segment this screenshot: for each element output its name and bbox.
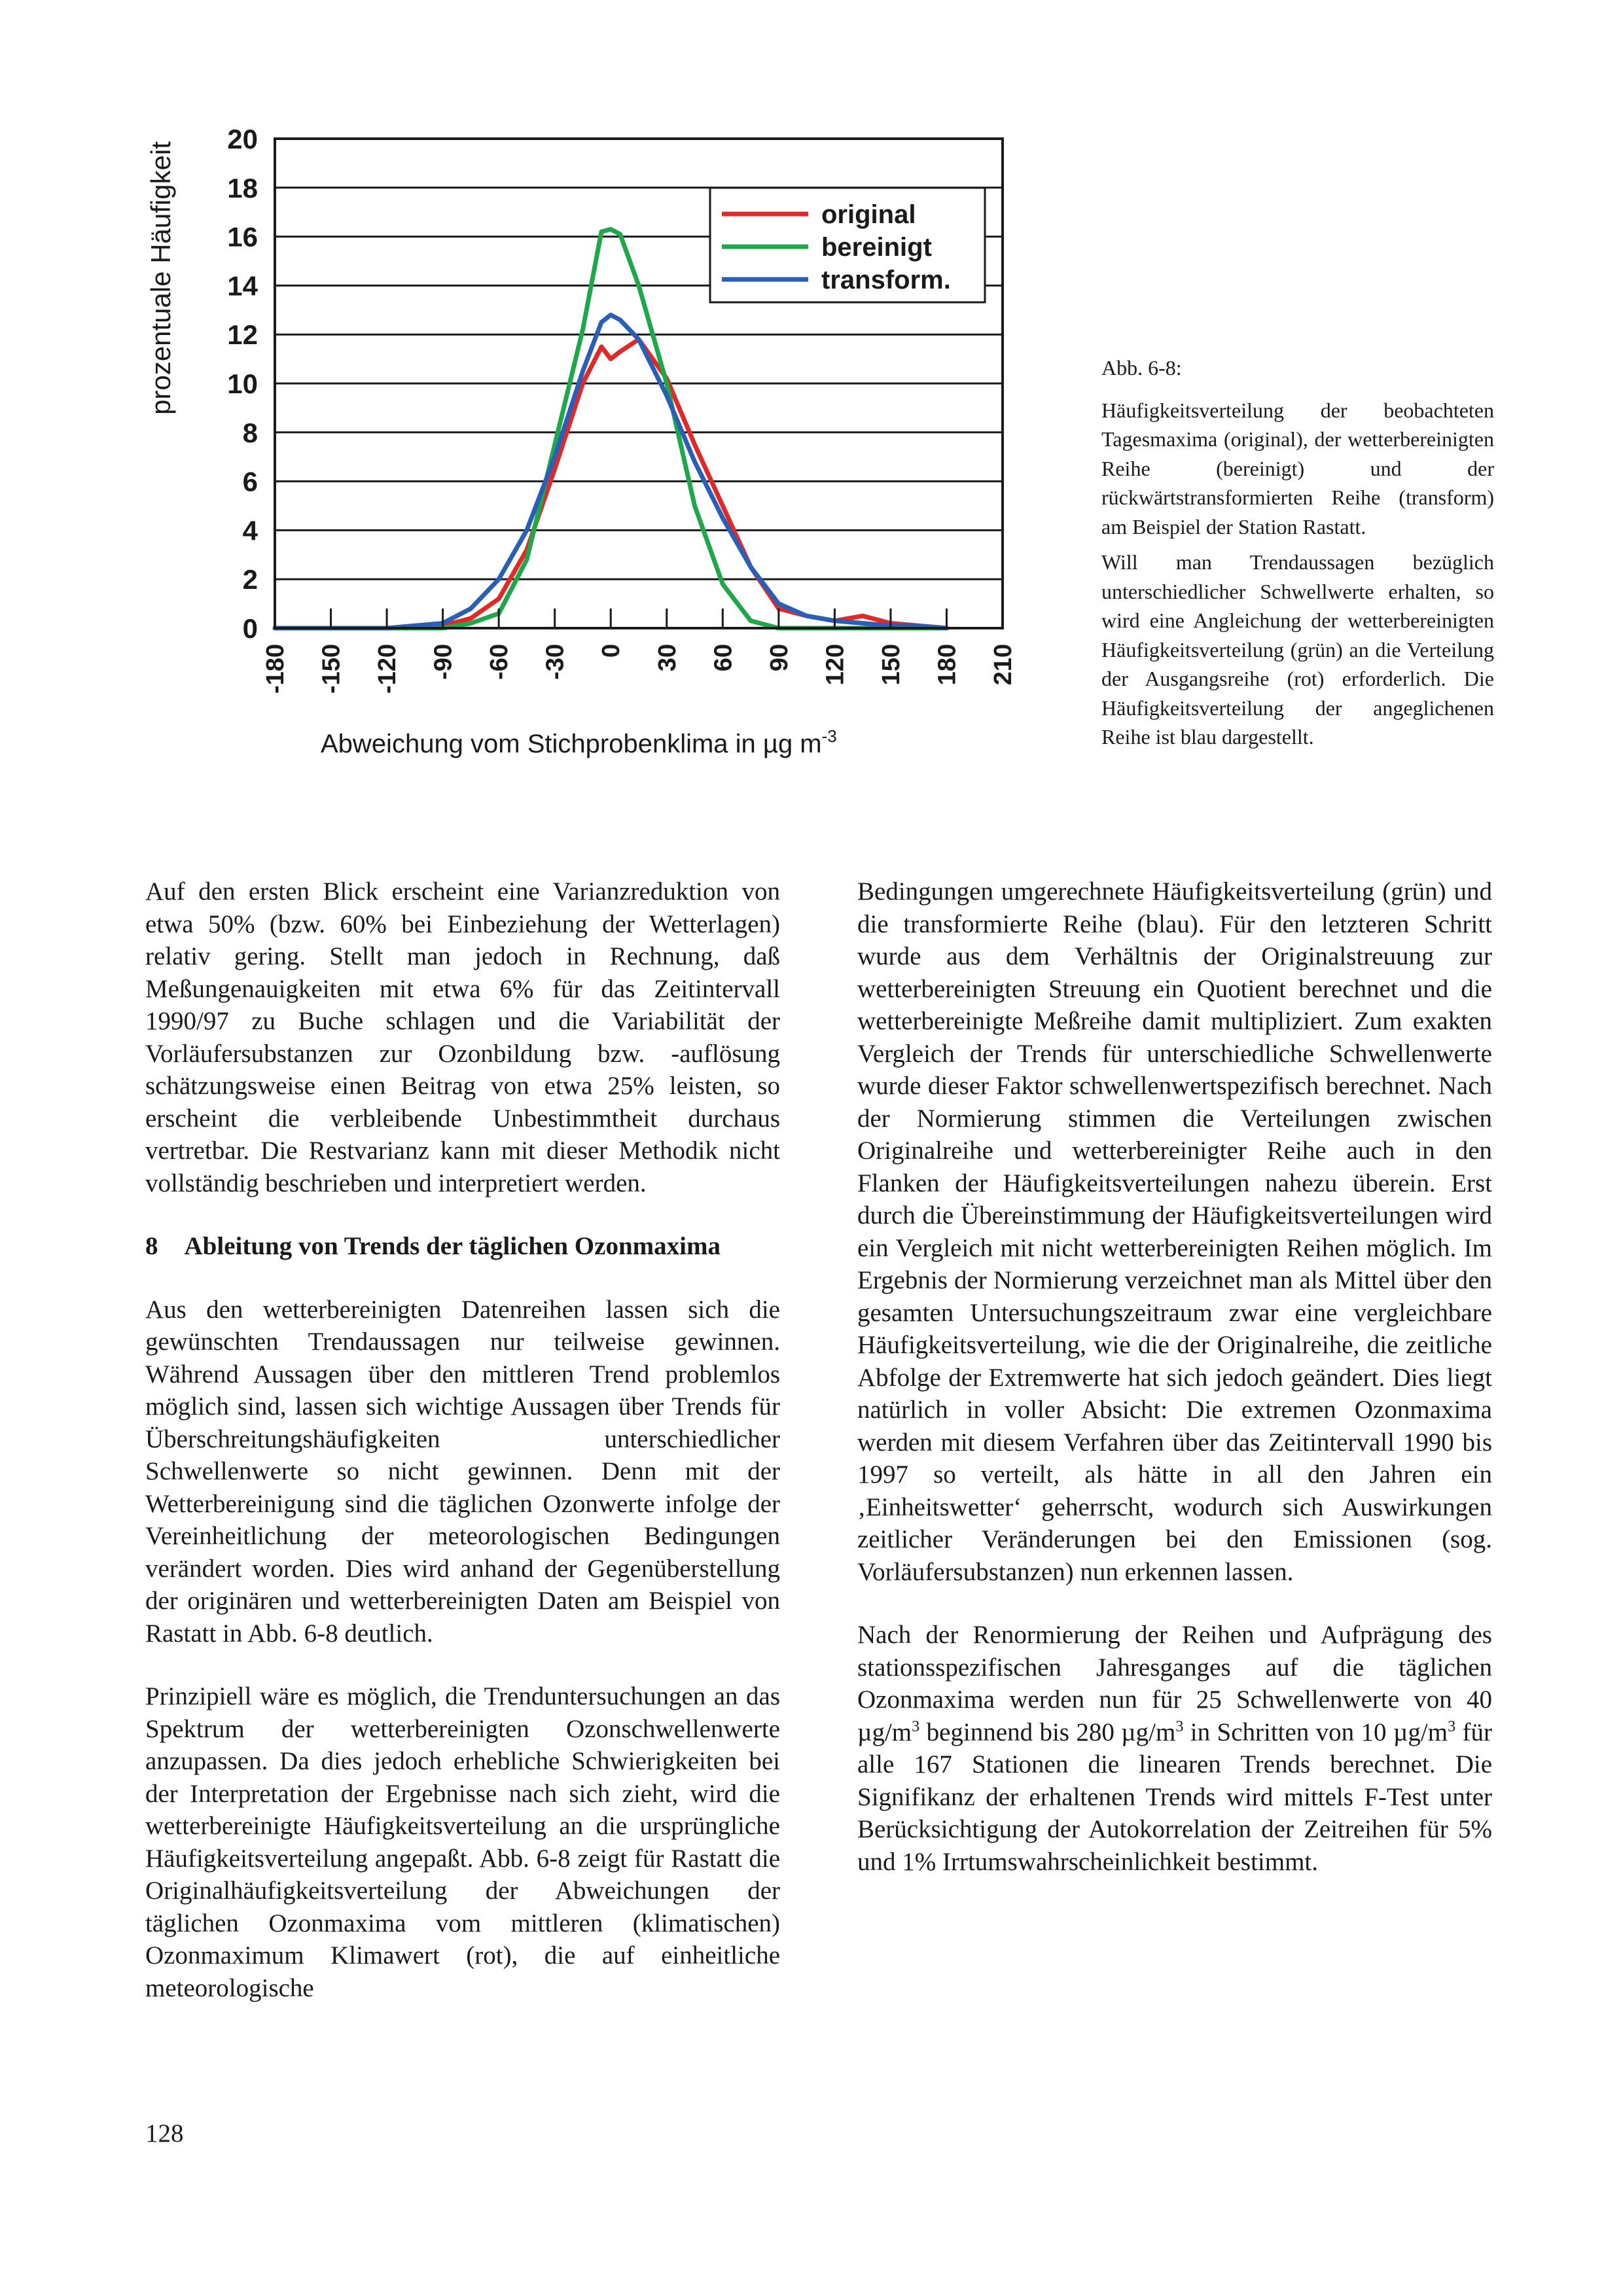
right-p2-sup-1: 3: [912, 1717, 920, 1735]
x-tick-label: 60: [709, 644, 738, 672]
y-tick-label: 14: [227, 270, 258, 302]
y-tick-label: 18: [227, 172, 258, 203]
caption-paragraph-2: Will man Trendaussagen bezüglich unterschiedlicher Schwellwerte erhalten, so wird eine Angleichung der wetterbereinigten Häufigkeitsverteilung (grün) an die Verteilung der Ausgangsreihe (rot) erforderlich. Die Häufigkeitsverteilung der angeglichenen Reihe ist blau dargestellt.: [1101, 550, 1494, 749]
series-line-transform: [275, 315, 947, 628]
x-tick-label: -180: [262, 644, 289, 694]
page-number: 128: [145, 2119, 184, 2147]
left-paragraph-1: Auf den ersten Blick erscheint eine Varianzreduktion von etwa 50% (bzw. 60% bei Einbeziehung der Wetterlagen) relativ gering. Stellt man jedoch in Rechnung, daß Meßungenauigkeiten mit etwa 6% für das Zeitintervall 1990/97 zu Buche schlagen und die Variabilität der Vorläufersubstanzen zur Ozonbildung bzw. -auflösung schätzungsweise einen Beitrag von etwa 25% leisten, so erscheint die verbleibende Unbestimmtheit durchaus vertretbar. Die Restvarianz kann mit dieser Methodik nicht vollständig beschrieben und interpretiert werden.: [145, 877, 780, 1197]
x-axis-label: [321, 726, 837, 758]
right-p2-sup-3: 3: [1448, 1717, 1456, 1735]
x-tick-label: -120: [374, 644, 402, 694]
right-p2-part-d: für alle 167 Stationen die linearen Trends berechnet. Die Signifikanz der erhaltenen Trends wird mittels F-Test unter Berücksichtigung der Autokorrelation der Zeitreihen für 5% und 1% Irrtumswahrscheinlichkeit bestimmt.: [857, 1718, 1492, 1876]
y-tick-label: 8: [242, 417, 258, 448]
x-tick-label: -90: [429, 644, 457, 680]
x-tick-label: 0: [597, 644, 626, 658]
x-tick-label: -60: [486, 644, 514, 680]
x-tick-label: 180: [933, 644, 961, 686]
y-axis-label: prozentuale Häufigkeit: [145, 141, 176, 415]
right-paragraph-2: [857, 1619, 1492, 1878]
section-number: 8: [145, 1232, 158, 1260]
x-tick-label: -150: [317, 644, 346, 694]
x-tick-label: 90: [765, 644, 793, 672]
x-axis-label-text: Abweichung vom Stichprobenklima in µg m: [321, 730, 822, 758]
y-tick-label: 2: [242, 564, 258, 595]
x-tick-label: 120: [821, 644, 849, 686]
y-tick-label: 10: [227, 368, 258, 399]
y-tick-label: 16: [227, 221, 258, 253]
x-tick-label: 150: [877, 644, 905, 686]
section-heading: [145, 1230, 780, 1263]
right-paragraph-1: Bedingungen umgerechnete Häufigkeitsverteilung (grün) und die transformierte Reihe (blau). Für den letzteren Schritt wurde aus dem Verhältnis der Originalstreuung zur wetterbereinigten Streuung ein Quotient berechnet und die wetterbereinigte Meßreihe damit multipliziert. Zum exakten Vergleich der Trends für unterschiedliche Schwellenwerte wurde dieser Faktor schwellenwertspezifisch berechnet. Nach der Normierung stimmen die Verteilungen zwischen Originalreihe und wetterbereinigter Reihe auch in den Flanken der Häufigkeitsverteilungen nahezu überein. Erst durch die Übereinstimmung der Häufigkeitsverteilungen wird ein Vergleich mit nicht wetterbereinigten Reihen möglich. Im Ergebnis der Normierung verzeichnet man als Mittel über den gesamten Untersuchungszeitraum zwar eine vergleichbare Häufigkeitsverteilung, wie die der Originalreihe, die zeitliche Abfolge der Extremwerte hat sich jedoch geändert. Dies liegt natürlich in voller Absicht: Die extremen Ozonmaxima werden mit diesem Verfahren über das Zeitintervall 1990 bis 1997 so verteilt, als hätte in all den Jahren ein ‚Einheitswetter‘ geherrscht, wodurch sich Auswirkungen zeitlicher Veränderungen bei den Emissionen (sog. Vorläufersubstanzen) nun erkennen lassen.: [857, 877, 1492, 1586]
x-tick-label: 30: [653, 644, 681, 672]
chart-legend: [710, 188, 985, 302]
right-p2-part-a: Nach der Renormierung der Reihen und Aufprägung des stationsspezifischen Jahresganges auf die täglichen Ozonmaxima werden nun für 25 Schwellenwerte von 40 µg/m: [857, 1621, 1492, 1746]
right-p2-part-c: in Schritten von 10 µg/m: [1183, 1718, 1448, 1746]
left-column: [145, 875, 780, 2035]
figure-caption: [1101, 353, 1494, 758]
frequency-distribution-chart: [131, 98, 1034, 785]
right-p2-sup-2: 3: [1175, 1717, 1184, 1735]
y-tick-label: 0: [242, 613, 258, 644]
legend-label: original: [821, 200, 916, 229]
legend-label: bereinigt: [821, 233, 932, 262]
legend-label: transform.: [821, 266, 951, 294]
y-tick-label: 4: [242, 515, 258, 546]
y-tick-label: 6: [242, 466, 258, 497]
right-p2-part-b: beginnend bis 280 µg/m: [919, 1718, 1176, 1746]
left-paragraph-3: Prinzipiell wäre es möglich, die Trenduntersuchungen an das Spektrum der wetterbereinigten Ozonschwellenwerte anzupassen. Da dies jedoch erhebliche Schwierigkeiten bei der Interpretation der Ergebnisse nach sich zieht, wird die wetterbereinigte Häufigkeitsverteilung an die ursprüngliche Häufigkeitsverteilung angepaßt. Abb. 6-8 zeigt für Rastatt die Originalhäufigkeitsverteilung der Abweichungen der täglichen Ozonmaxima vom mittleren (klimatischen) Ozonmaximum Klimawert (rot), die auf einheitliche meteorologische: [145, 1682, 780, 2002]
x-tick-label: 210: [990, 644, 1017, 686]
left-paragraph-2: Aus den wetterbereinigten Datenreihen lassen sich die gewünschten Trendaussagen nur teilweise gewinnen. Während Aussagen über den mittleren Trend problemlos möglich sind, lassen sich wichtige Aussagen über Trends für Überschreitungshäufigkeiten unterschiedlicher Schwellenwerte so nicht gewinnen. Denn mit der Wetterbereinigung sind die täglichen Ozonwerte infolge der Vereinheitlichung der meteorologischen Bedingungen verändert worden. Dies wird anhand der Gegenüberstellung der originären und wetterbereinigten Daten am Beispiel von Rastatt in Abb. 6-8 deutlich.: [145, 1295, 780, 1648]
x-tick-label: -30: [541, 644, 569, 680]
right-column: [857, 875, 1492, 1909]
caption-title: Abb. 6-8:: [1101, 356, 1182, 380]
section-title: Ableitung von Trends der täglichen Ozonmaxima: [184, 1232, 721, 1260]
caption-paragraph-1: Häufigkeitsverteilung der beobachteten Tagesmaxima (original), der wetterbereinigten Reihe (bereinigt) und der rückwärtstransformierten Reihe (transform) am Beispiel der Station Rastatt.: [1101, 398, 1494, 539]
y-tick-label: 12: [227, 319, 258, 351]
y-tick-label: 20: [227, 124, 258, 154]
x-axis-label-exponent: -3: [821, 726, 837, 746]
